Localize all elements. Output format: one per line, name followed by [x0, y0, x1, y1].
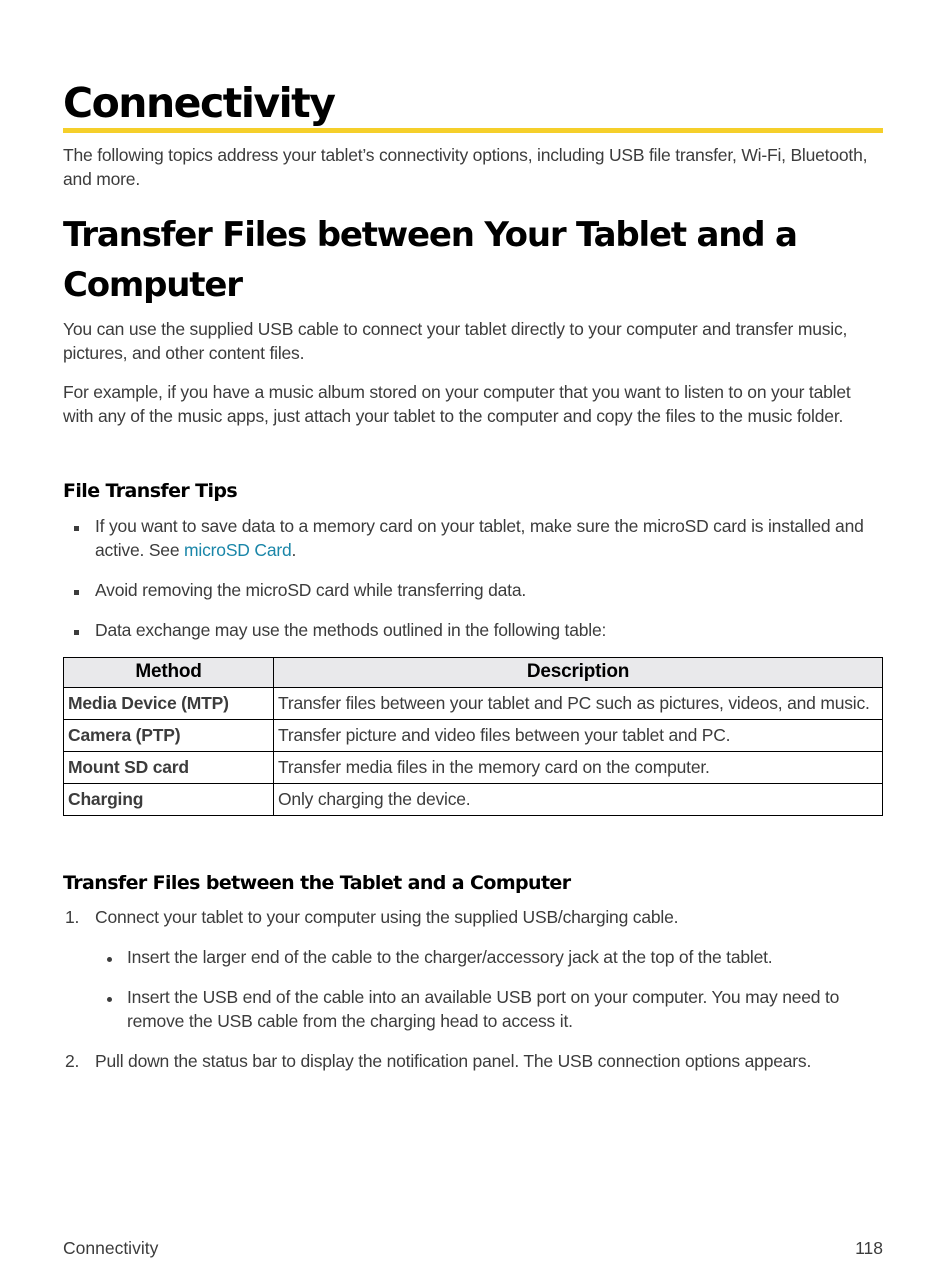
transfer-methods-table — [63, 657, 883, 816]
steps-heading: Transfer Files between the Tablet and a Computer — [63, 872, 571, 894]
table-row — [64, 784, 883, 816]
list-item — [63, 1049, 883, 1073]
steps-list — [63, 905, 883, 1073]
section-heading-line2: Computer — [63, 265, 242, 305]
footer-section-name: Connectivity — [63, 1238, 159, 1258]
description-cell: Transfer picture and video files between your tablet and PC. — [274, 720, 883, 752]
method-cell: Charging — [64, 784, 274, 816]
step-2-text: Pull down the status bar to display the notification panel. The USB connection options appears. — [95, 1051, 812, 1071]
tip-1-text: If you want to save data to a memory card on your tablet, make sure the microSD card is installed and active. See — [95, 516, 864, 560]
method-cell: Camera (PTP) — [64, 720, 274, 752]
section-heading-line1: Transfer Files between Your Tablet and a — [63, 215, 797, 255]
column-header-method: Method — [64, 658, 274, 688]
description-cell: Only charging the device. — [274, 784, 883, 816]
tips-heading: File Transfer Tips — [63, 480, 238, 502]
column-header-description: Description — [274, 658, 883, 688]
description-cell: Transfer media files in the memory card on the computer. — [274, 752, 883, 784]
tip-1-end: . — [291, 540, 297, 560]
method-cell: Mount SD card — [64, 752, 274, 784]
table-row — [64, 688, 883, 720]
method-cell: Media Device (MTP) — [64, 688, 274, 720]
list-item: Insert the larger end of the cable to the charger/accessory jack at the top of the tablet. — [95, 945, 883, 969]
step-1-sublist — [95, 945, 883, 1033]
step-number: 2. — [65, 1051, 80, 1071]
page-title: Connectivity — [63, 79, 335, 127]
table-row — [64, 752, 883, 784]
microsd-card-link[interactable]: microSD Card — [184, 540, 292, 560]
step-number: 1. — [65, 907, 80, 927]
table-row — [64, 720, 883, 752]
list-item — [63, 905, 883, 1033]
title-underline — [63, 128, 883, 133]
list-item — [63, 514, 883, 562]
list-item: Insert the USB end of the cable into an available USB port on your computer. You may need to remove the USB cable from the charging head to access it. — [95, 985, 883, 1033]
section-heading — [63, 210, 883, 310]
description-cell: Transfer files between your tablet and PC such as pictures, videos, and music. — [274, 688, 883, 720]
list-item: Avoid removing the microSD card while transferring data. — [63, 578, 883, 602]
section-paragraph-1: You can use the supplied USB cable to connect your tablet directly to your computer and transfer music, pictures, and other content files. — [63, 319, 848, 363]
step-1-text: Connect your tablet to your computer using the supplied USB/charging cable. — [95, 907, 679, 927]
table-header-row — [64, 658, 883, 688]
list-item: Data exchange may use the methods outlined in the following table: — [63, 618, 883, 642]
intro-paragraph: The following topics address your tablet’s connectivity options, including USB file transfer, Wi-Fi, Bluetooth, and more. — [63, 145, 868, 189]
page-number: 118 — [855, 1238, 883, 1258]
section-paragraph-2: For example, if you have a music album stored on your computer that you want to listen to on your tablet with any of the music apps, just attach your tablet to the computer and copy the files to the music folder. — [63, 382, 851, 426]
tips-list — [63, 514, 883, 642]
